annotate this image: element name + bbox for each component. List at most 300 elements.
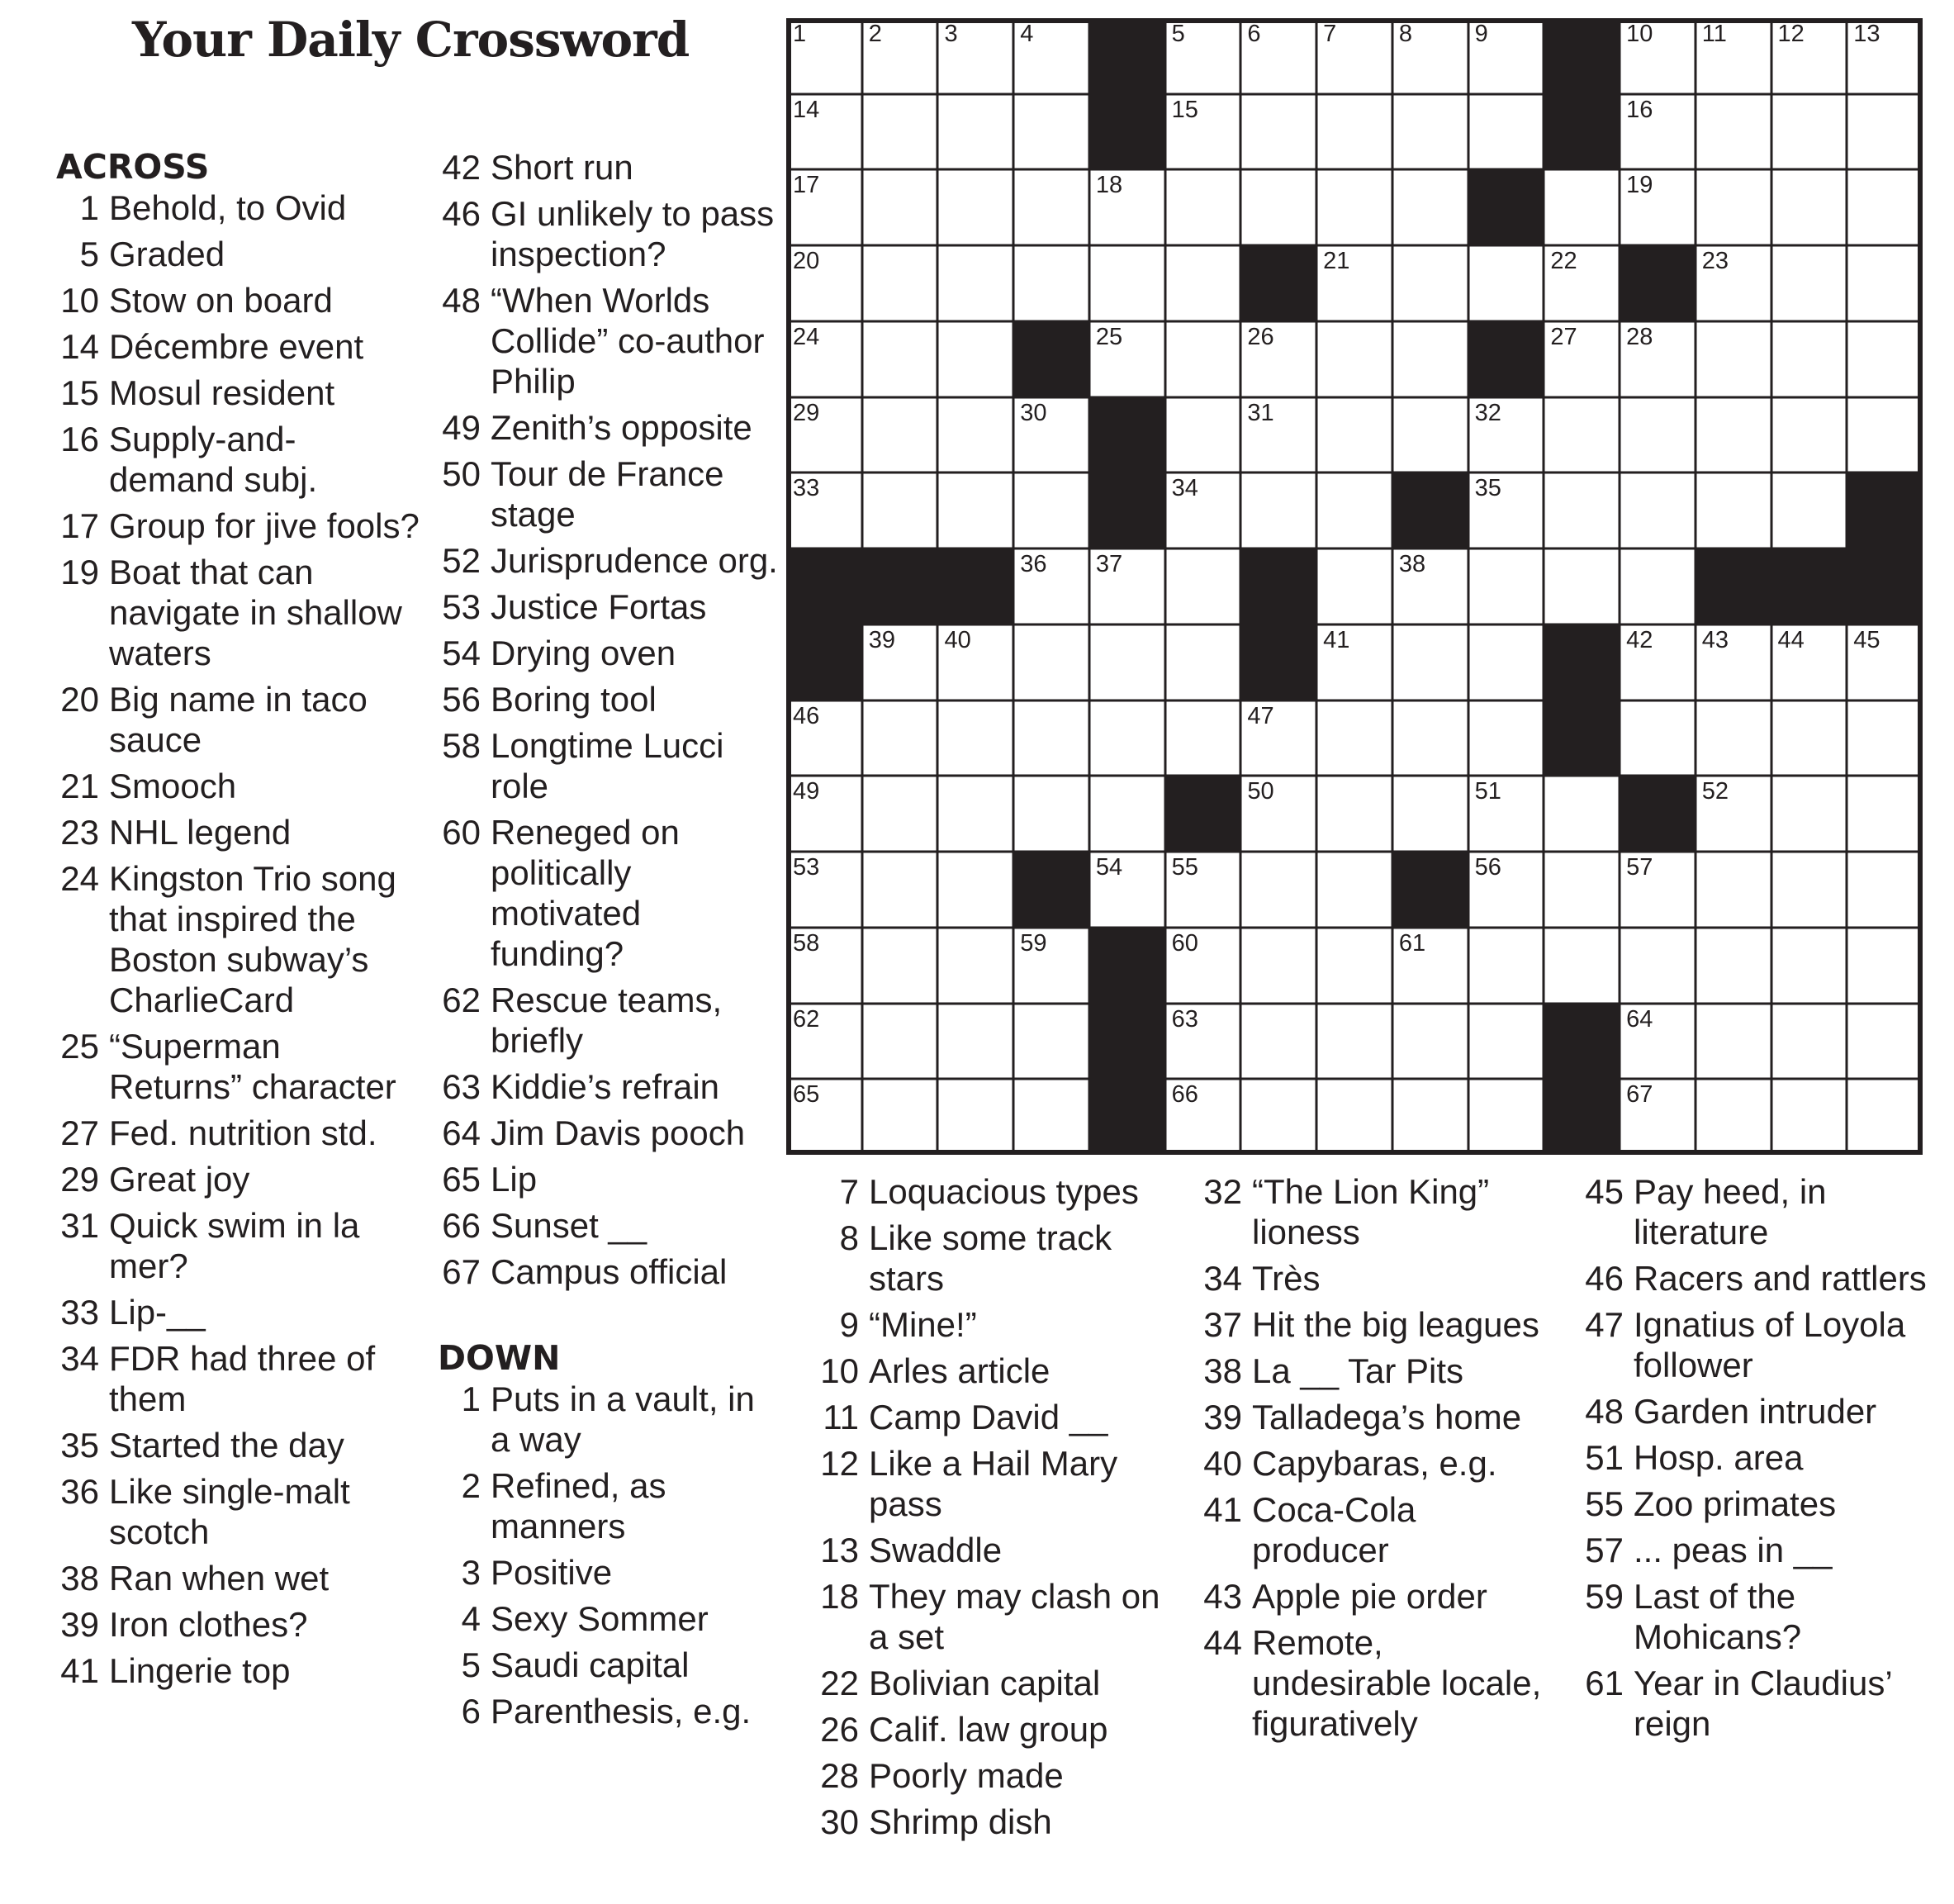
across-down-clues-column-2 [438,147,780,1737]
cell-number: 66 [1171,1081,1198,1109]
crossword-grid [786,18,1923,1155]
cell-number: 26 [1247,323,1274,350]
across-heading: ACROSS [56,147,210,187]
clue-text: Refined, as manners [491,1466,666,1546]
clue-number: 1 [79,188,99,227]
clue-text: Great joy [109,1160,250,1199]
clue-text: Lingerie top [109,1651,291,1690]
cell-number: 45 [1853,626,1880,653]
cell-number: 56 [1474,854,1501,881]
cell-number: 36 [1020,551,1047,578]
cell-number: 60 [1171,929,1198,957]
cell-number: 59 [1020,929,1047,957]
clue-text: Year in Claudius’ reign [1634,1664,1892,1743]
clue-text: Boat that can navigate in shallow waters [109,553,402,672]
across-clue [56,506,420,546]
across-clue [56,1471,420,1552]
cell-number: 49 [793,778,820,805]
clue-number: 25 [60,1027,99,1066]
clue-number: 17 [60,506,99,545]
cell-number: 9 [1474,21,1488,47]
clue-number: 6 [461,1692,481,1731]
down-clue [1199,1171,1554,1252]
across-clue [438,812,780,974]
across-clue [56,552,420,673]
clue-text: Lip-__ [109,1293,206,1332]
clue-text: Camp David __ [869,1398,1108,1436]
clue-text: Big name in taco sauce [109,680,368,759]
clue-number: 39 [60,1605,99,1644]
clue-text: Iron clothes? [109,1605,308,1644]
cell-number: 23 [1701,248,1729,275]
cell-number: 38 [1398,551,1426,578]
cell-number: 61 [1398,929,1426,957]
clue-text: Last of the Mohicans? [1634,1577,1802,1656]
clue-number: 57 [1585,1531,1624,1569]
across-clue [56,766,420,806]
clue-number: 30 [820,1802,859,1841]
clue-number: 12 [820,1444,859,1483]
down-clue [1581,1530,1928,1570]
down-clues-column-4 [1199,1171,1554,1750]
clue-text: Swaddle [869,1531,1003,1569]
down-clue [438,1465,780,1546]
clue-text: Décembre event [109,327,364,366]
clue-number: 50 [442,454,481,493]
clue-number: 43 [1203,1577,1242,1616]
clue-number: 34 [60,1339,99,1378]
clue-text: Zoo primates [1634,1484,1837,1523]
down-clue [816,1397,1171,1437]
clue-text: Quick swim in la mer? [109,1206,360,1285]
cell-number: 67 [1626,1081,1653,1109]
clue-number: 66 [442,1206,481,1245]
clue-text: Loquacious types [869,1172,1139,1211]
cell-number: 58 [793,929,820,957]
across-clue [438,1251,780,1292]
cell-number: 53 [793,854,820,881]
cell-number: 34 [1171,475,1198,502]
cell-number: 52 [1701,778,1729,805]
cell-number: 44 [1777,626,1805,653]
clue-text: Remote, undesirable locale, figuratively [1252,1623,1542,1743]
clue-number: 14 [60,327,99,366]
down-clue [438,1379,780,1460]
clue-number: 46 [1585,1259,1624,1298]
across-clue [56,812,420,852]
clue-text: Capybaras, e.g. [1252,1444,1497,1483]
cell-number: 20 [793,248,820,275]
cell-number: 35 [1474,475,1501,502]
cell-number: 40 [944,626,971,653]
clue-number: 63 [442,1067,481,1106]
down-clue [1581,1663,1928,1744]
clue-number: 42 [442,148,481,187]
down-clue [1581,1484,1928,1524]
clue-number: 44 [1203,1623,1242,1662]
cell-number: 33 [793,475,820,502]
down-clue [1581,1576,1928,1657]
cell-number: 8 [1398,21,1412,47]
clue-number: 16 [60,420,99,458]
clue-text: Positive [491,1553,613,1592]
clue-text: Campus official [491,1252,728,1291]
clue-number: 47 [1585,1305,1624,1344]
cell-number: 3 [944,21,958,47]
clue-text: Like some track stars [869,1218,1112,1298]
clue-text: Arles article [869,1351,1051,1390]
cell-number: 1 [793,21,807,47]
cell-number: 28 [1626,323,1653,350]
down-clue [438,1645,780,1685]
down-clue [1199,1304,1554,1345]
clue-number: 10 [820,1351,859,1390]
clue-number: 11 [823,1398,859,1436]
clue-number: 21 [60,767,99,805]
cell-number: 46 [793,702,820,729]
clue-number: 5 [461,1645,481,1684]
across-clue [56,1338,420,1419]
down-clue [1199,1576,1554,1617]
clue-number: 39 [1203,1398,1242,1436]
clue-number: 19 [60,553,99,591]
cell-number: 5 [1171,21,1185,47]
across-clue [438,679,780,719]
across-clue [438,633,780,673]
clue-number: 24 [60,859,99,898]
cell-number: 27 [1550,323,1577,350]
across-clue [56,858,420,1020]
clue-number: 46 [442,194,481,233]
clue-text: Jurisprudence org. [491,541,778,580]
clue-text: Zenith’s opposite [491,408,752,447]
down-clue [1581,1304,1928,1385]
cell-number: 14 [793,96,820,123]
down-clue [1199,1258,1554,1299]
down-clue [816,1663,1171,1703]
across-clue [438,280,780,401]
clue-text: Drying oven [491,634,676,672]
clue-number: 2 [461,1466,481,1505]
cell-number: 57 [1626,854,1653,881]
cell-number: 12 [1777,21,1805,47]
clue-text: Longtime Lucci role [491,726,724,805]
cell-number: 7 [1323,21,1337,47]
cell-number: 10 [1626,21,1653,47]
clue-number: 53 [442,587,481,626]
across-clue [438,147,780,188]
clue-text: GI unlikely to pass inspection? [491,194,775,273]
across-clue [56,1604,420,1645]
clue-number: 7 [839,1172,859,1211]
cell-number: 25 [1095,323,1123,350]
clue-number: 35 [60,1426,99,1465]
clue-text: Smooch [109,767,237,805]
clue-number: 4 [461,1599,481,1638]
cell-number: 13 [1853,21,1880,47]
down-clue [816,1218,1171,1299]
cell-number: 54 [1095,854,1123,881]
cell-number: 31 [1247,399,1274,426]
clue-number: 13 [820,1531,859,1569]
cell-number: 50 [1247,778,1274,805]
clue-number: 5 [79,235,99,273]
clue-text: Puts in a vault, in a way [491,1379,755,1459]
clue-text: Pay heed, in literature [1634,1172,1827,1251]
clue-text: Short run [491,148,633,187]
clue-text: Sunset __ [491,1206,647,1245]
down-clue [1199,1443,1554,1484]
clue-number: 38 [60,1559,99,1598]
clue-text: Kingston Trio song that inspired the Boston subway’s CharlieCard [109,859,396,1019]
down-clue [1199,1397,1554,1437]
across-clue [56,1026,420,1107]
clue-text: Shrimp dish [869,1802,1052,1841]
cell-number: 64 [1626,1005,1653,1033]
across-clue [438,1066,780,1107]
down-clue [816,1755,1171,1796]
clue-number: 41 [60,1651,99,1690]
clue-text: Stow on board [109,281,333,320]
across-clue [438,407,780,448]
down-clue [816,1171,1171,1212]
across-clues-column-1 [56,147,420,1697]
cell-number: 6 [1247,21,1261,47]
clue-number: 15 [60,373,99,412]
clue-number: 18 [820,1577,859,1616]
down-clue [1581,1437,1928,1478]
down-clue [1199,1489,1554,1570]
across-clue [438,980,780,1061]
across-clue [56,1650,420,1691]
across-clue [56,280,420,320]
clue-text: Graded [109,235,225,273]
across-clue [438,725,780,806]
cell-number: 24 [793,323,820,350]
cell-number: 15 [1171,96,1198,123]
clue-number: 29 [60,1160,99,1199]
clue-number: 38 [1203,1351,1242,1390]
clue-number: 59 [1585,1577,1624,1616]
clue-text: Coca-Cola producer [1252,1490,1416,1569]
across-clue [56,1113,420,1153]
clue-text: Tour de France stage [491,454,724,534]
clue-text: Ran when wet [109,1559,330,1598]
cell-number: 19 [1626,172,1653,199]
cell-number: 4 [1020,21,1034,47]
cell-number: 21 [1323,248,1350,275]
clue-number: 58 [442,726,481,765]
cell-number: 37 [1095,551,1123,578]
clue-number: 3 [461,1553,481,1592]
clue-text: “The Lion King” lioness [1252,1172,1490,1251]
section-gap [438,1298,780,1338]
down-clue [438,1691,780,1731]
across-clue [438,540,780,581]
cell-number: 63 [1171,1005,1198,1033]
cell-number: 17 [793,172,820,199]
clue-text: Hosp. area [1634,1438,1804,1477]
across-clue [438,1113,780,1153]
clue-number: 28 [820,1756,859,1795]
across-clue [56,234,420,274]
across-clue [438,586,780,627]
clue-text: Boring tool [491,680,657,719]
clue-number: 26 [820,1710,859,1749]
clue-number: 31 [60,1206,99,1245]
clue-number: 8 [839,1218,859,1257]
down-clue [1581,1391,1928,1432]
clue-text: Très [1252,1259,1321,1298]
clue-number: 32 [1203,1172,1242,1211]
clue-text: Hit the big leagues [1252,1305,1539,1344]
clue-number: 37 [1203,1305,1242,1344]
cell-number: 41 [1323,626,1350,653]
cell-number: 55 [1171,854,1198,881]
clue-text: FDR had three of them [109,1339,376,1418]
cell-number: 47 [1247,702,1274,729]
cell-number: 65 [793,1081,820,1109]
clue-text: Justice Fortas [491,587,707,626]
down-clue [816,1576,1171,1657]
clue-text: Parenthesis, e.g. [491,1692,752,1731]
across-clue [56,1205,420,1286]
clue-number: 65 [442,1160,481,1199]
clue-number: 10 [60,281,99,320]
down-clue [1199,1622,1554,1744]
clue-number: 34 [1203,1259,1242,1298]
clue-text: Saudi capital [491,1645,690,1684]
down-clue [1199,1351,1554,1391]
clue-text: Like single-malt scotch [109,1472,350,1551]
across-clue [56,419,420,500]
clue-number: 40 [1203,1444,1242,1483]
cell-number: 16 [1626,96,1653,123]
cell-number: 2 [868,21,882,47]
clue-number: 22 [820,1664,859,1702]
clue-text: NHL legend [109,813,292,852]
grid-lines [786,18,1923,1155]
down-clues-column-5 [1581,1171,1928,1750]
across-clue [438,1159,780,1199]
clue-text: Talladega’s home [1252,1398,1522,1436]
down-heading: DOWN [438,1338,561,1378]
across-clue [56,1425,420,1465]
down-clues-column-3 [816,1171,1171,1848]
cell-number: 32 [1474,399,1501,426]
cell-number: 11 [1701,21,1727,47]
clue-text: Sexy Sommer [491,1599,709,1638]
clue-number: 61 [1585,1664,1624,1702]
clue-number: 54 [442,634,481,672]
clue-text: Mosul resident [109,373,335,412]
clue-text: ... peas in __ [1634,1531,1833,1569]
clue-number: 1 [461,1379,481,1418]
down-clue [438,1552,780,1593]
clue-text: Reneged on politically motivated funding? [491,813,680,973]
cell-number: 62 [793,1005,820,1033]
across-clue [56,373,420,413]
clue-text: Bolivian capital [869,1664,1101,1702]
clue-text: Lip [491,1160,538,1199]
clue-number: 49 [442,408,481,447]
clue-text: “Mine!” [869,1305,977,1344]
clue-text: Behold, to Ovid [109,188,347,227]
clue-number: 67 [442,1252,481,1291]
clue-number: 27 [60,1113,99,1152]
clue-number: 62 [442,980,481,1019]
clue-number: 48 [442,281,481,320]
cell-number: 22 [1550,248,1577,275]
down-clue [1581,1171,1928,1252]
clue-number: 36 [60,1472,99,1511]
clue-text: Garden intruder [1634,1392,1877,1431]
clue-number: 56 [442,680,481,719]
clue-text: Ignatius of Loyola follower [1634,1305,1906,1384]
clue-number: 55 [1585,1484,1624,1523]
clue-text: Racers and rattlers [1634,1259,1927,1298]
clue-text: Rescue teams, briefly [491,980,723,1060]
down-clue [816,1530,1171,1570]
clue-text: Fed. nutrition std. [109,1113,377,1152]
clue-number: 33 [60,1293,99,1332]
clue-number: 51 [1585,1438,1624,1477]
cell-number: 18 [1095,172,1123,199]
clue-text: Supply-and-demand subj. [109,420,318,499]
clue-text: They may clash on a set [869,1577,1160,1656]
clue-number: 45 [1585,1172,1624,1211]
down-clue [438,1598,780,1639]
clue-number: 20 [60,680,99,719]
across-clue [438,193,780,274]
clue-number: 23 [60,813,99,852]
clue-number: 60 [442,813,481,852]
clue-number: 41 [1203,1490,1242,1529]
down-clue [816,1304,1171,1345]
clue-text: Calif. law group [869,1710,1108,1749]
cell-number: 29 [793,399,820,426]
across-clue [56,1558,420,1598]
down-clue [1581,1258,1928,1299]
down-clue [816,1709,1171,1750]
across-clue [56,679,420,760]
across-clue [56,1159,420,1199]
clue-text: La __ Tar Pits [1252,1351,1464,1390]
page-title: Your Daily Crossword [132,12,690,68]
cell-number: 42 [1626,626,1653,653]
clue-text: Started the day [109,1426,344,1465]
cell-number: 30 [1020,399,1047,426]
clue-text: “Superman Returns” character [109,1027,396,1106]
clue-text: Poorly made [869,1756,1064,1795]
across-clue [56,326,420,367]
across-clue [56,1292,420,1332]
across-clue [438,1205,780,1246]
clue-text: Like a Hail Mary pass [869,1444,1118,1523]
clue-text: Group for jive fools? [109,506,420,545]
clue-text: Kiddie’s refrain [491,1067,720,1106]
clue-text: Jim Davis pooch [491,1113,746,1152]
cell-number: 51 [1474,778,1501,805]
across-clue [438,453,780,534]
down-clue [816,1351,1171,1391]
clue-number: 64 [442,1113,481,1152]
clue-number: 48 [1585,1392,1624,1431]
clue-text: “When Worlds Collide” co-author Philip [491,281,765,401]
cell-number: 39 [868,626,895,653]
cell-number: 43 [1701,626,1729,653]
clue-text: Apple pie order [1252,1577,1487,1616]
